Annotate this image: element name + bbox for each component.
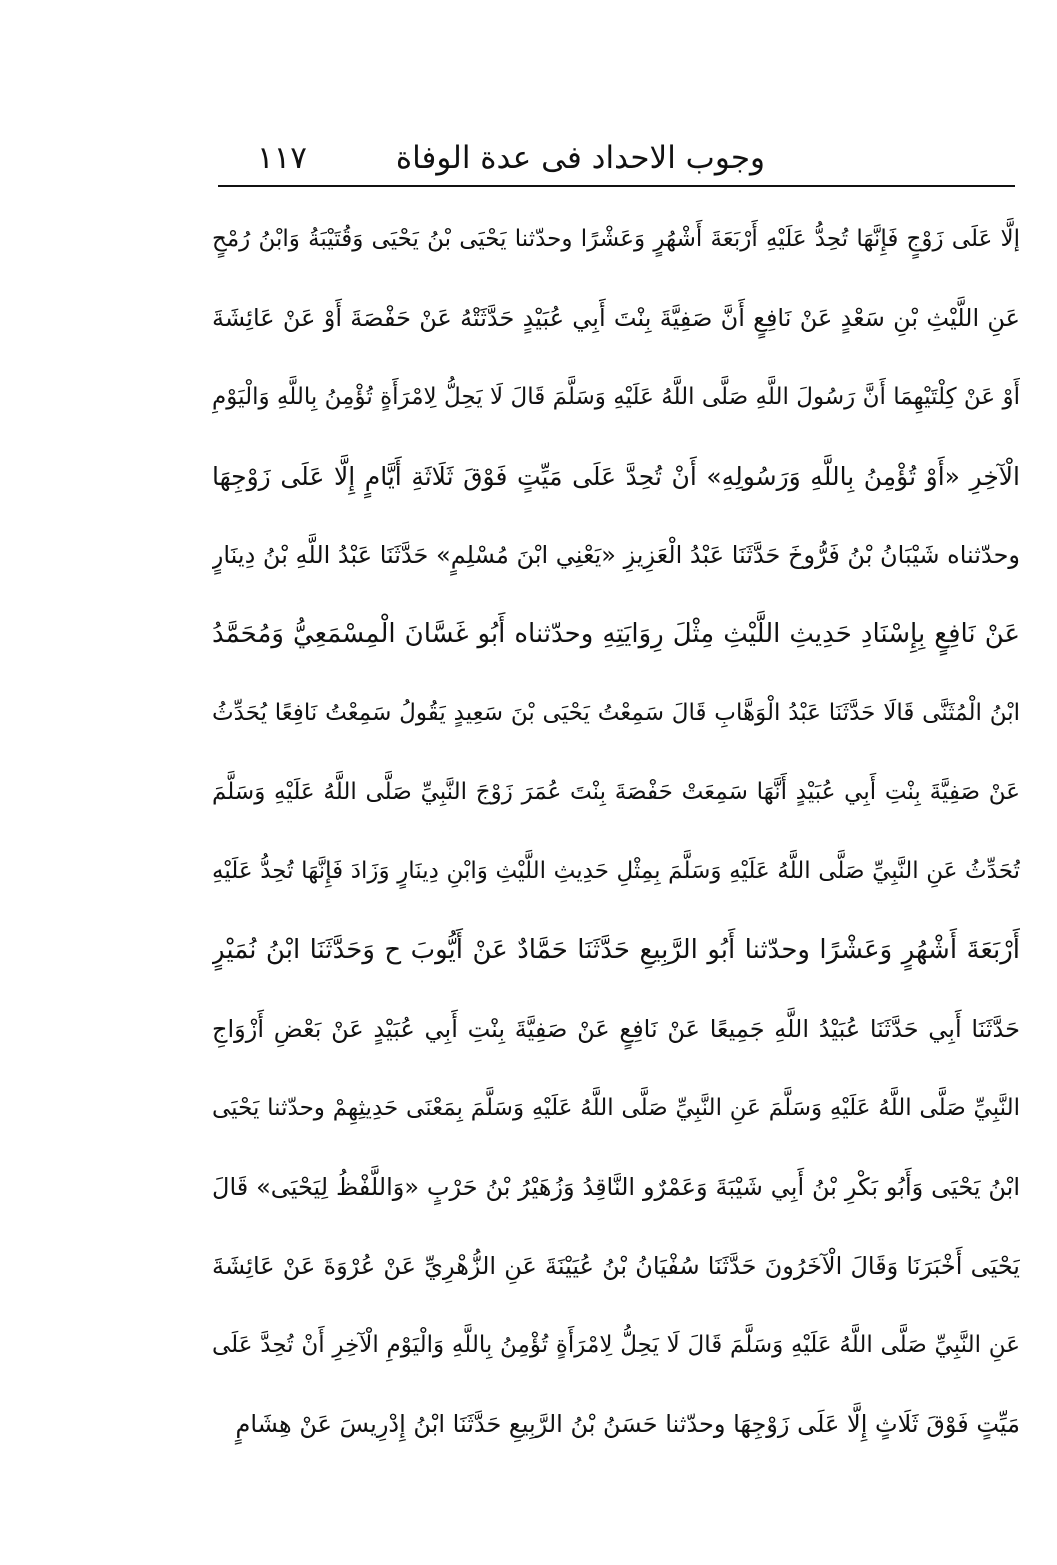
text-line: وحدّثناه شَيْبَانُ بْنُ فَرُّوخَ حَدَّثَنَا عَبْدُ الْعَزِيزِ «يَعْنِي ابْنَ مُسْلِمٍ» حَدَّثَنَا عَبْدُ اللَّهِ بْنُ دِينَارٍ xyxy=(212,541,1020,569)
text-line: ابْنُ يَحْيَى وَأَبُو بَكْرِ بْنُ أَبِي شَيْبَةَ وَعَمْرٌو النَّاقِدُ وَزُهَيْرُ بْنُ حَرْبٍ «وَاللَّفْظُ لِيَحْيَى» قَالَ xyxy=(212,1173,1020,1201)
text-line: حَدَّثَنَا أَبِي حَدَّثَنَا عُبَيْدُ اللَّهِ جَمِيعًا عَنْ نَافِعٍ عَنْ صَفِيَّةَ بِنْتِ أَبِي عُبَيْدٍ عَنْ بَعْضِ أَزْوَاجِ xyxy=(212,1015,1020,1043)
hadith-text-block xyxy=(212,200,1020,1464)
running-title: وجوب الاحداد فى عدة الوفاة xyxy=(395,140,765,176)
text-line: عَنِ النَّبِيِّ صَلَّى اللَّهُ عَلَيْهِ وَسَلَّمَ قَالَ لَا يَحِلُّ لِامْرَأَةٍ تُؤْمِنُ بِاللَّهِ وَالْيَوْمِ الْآخِرِ أَنْ تُحِدَّ عَلَى xyxy=(212,1332,1020,1358)
text-line: يَحْيَى أَخْبَرَنَا وَقَالَ الْآخَرُونَ حَدَّثَنَا سُفْيَانُ بْنُ عُيَيْنَةَ عَنِ الزُّهْرِيِّ عَنْ عُرْوَةَ عَنْ عَائِشَةَ xyxy=(212,1252,1020,1280)
text-line: أَرْبَعَةَ أَشْهُرٍ وَعَشْرًا وحدّثنا أَبُو الرَّبِيعِ حَدَّثَنَا حَمَّادٌ عَنْ أَيُّوبَ ح وَحَدَّثَنَا ابْنُ نُمَيْرٍ xyxy=(212,935,1020,965)
text-line: ابْنُ الْمُثَنَّى قَالَا حَدَّثَنَا عَبْدُ الْوَهَّابِ قَالَ سَمِعْتُ يَحْيَى بْنَ سَعِيدٍ يَقُولُ سَمِعْتُ نَافِعًا يُحَدِّثُ xyxy=(212,700,1020,726)
text-line: مَيِّتٍ فَوْقَ ثَلَاثٍ إِلَّا عَلَى زَوْجِهَا وحدّثنا حَسَنُ بْنُ الرَّبِيعِ حَدَّثَنَا ابْنُ إِدْرِيسَ عَنْ هِشَامٍ xyxy=(235,1410,1020,1438)
text-line: عَنِ اللَّيْثِ بْنِ سَعْدٍ عَنْ نَافِعٍ أَنَّ صَفِيَّةَ بِنْتَ أَبِي عُبَيْدٍ حَدَّثَتْهُ عَنْ حَفْصَةَ أَوْ عَنْ عَائِشَةَ xyxy=(212,304,1020,332)
text-line: تُحَدِّثُ عَنِ النَّبِيِّ صَلَّى اللَّهُ عَلَيْهِ وَسَلَّمَ بِمِثْلِ حَدِيثِ اللَّيْثِ وَابْنِ دِينَارٍ وَزَادَ فَإِنَّهَا تُحِدُّ عَلَيْهِ xyxy=(212,858,1020,884)
text-line: النَّبِيِّ صَلَّى اللَّهُ عَلَيْهِ وَسَلَّمَ عَنِ النَّبِيِّ صَلَّى اللَّهُ عَلَيْهِ وَسَلَّمَ بِمَعْنَى حَدِيثِهِمْ وحدّثنا يَحْيَى xyxy=(212,1095,1020,1121)
text-line: أَوْ عَنْ كِلْتَيْهِمَا أَنَّ رَسُولَ اللَّهِ صَلَّى اللَّهُ عَلَيْهِ وَسَلَّمَ قَالَ لَا يَحِلُّ لِامْرَأَةٍ تُؤْمِنُ بِاللَّهِ وَالْيَوْمِ xyxy=(212,384,1020,410)
running-head xyxy=(215,132,1015,184)
text-line: الْآخِرِ «أَوْ تُؤْمِنُ بِاللَّهِ وَرَسُولِهِ» أَنْ تُحِدَّ عَلَى مَيِّتٍ فَوْقَ ثَلَاثَةِ أَيَّامٍ إِلَّا عَلَى زَوْجِهَا xyxy=(212,462,1020,491)
text-line: إلَّا عَلَى زَوْجٍ فَإِنَّهَا تُحِدُّ عَلَيْهِ أَرْبَعَةَ أَشْهُرٍ وَعَشْرًا وحدّثنا يَحْيَى بْنُ يَحْيَى وَقُتَيْبَةُ وَابْنُ رُمْحٍ xyxy=(212,226,1020,252)
text-line: عَنْ صَفِيَّةَ بِنْتِ أَبِي عُبَيْدٍ أَنَّهَا سَمِعَتْ حَفْصَةَ بِنْتَ عُمَرَ زَوْجَ النَّبِيِّ صَلَّى اللَّهُ عَلَيْهِ وَسَلَّمَ xyxy=(212,779,1020,805)
page-number: ١١٧ xyxy=(257,140,307,176)
text-line: عَنْ نَافِعٍ بِإِسْنَادِ حَدِيثِ اللَّيْثِ مِثْلَ رِوَايَتِهِ وحدّثناه أَبُو غَسَّانَ الْمِسْمَعِيُّ وَمُحَمَّدُ xyxy=(212,619,1020,649)
header-rule xyxy=(218,185,1015,187)
